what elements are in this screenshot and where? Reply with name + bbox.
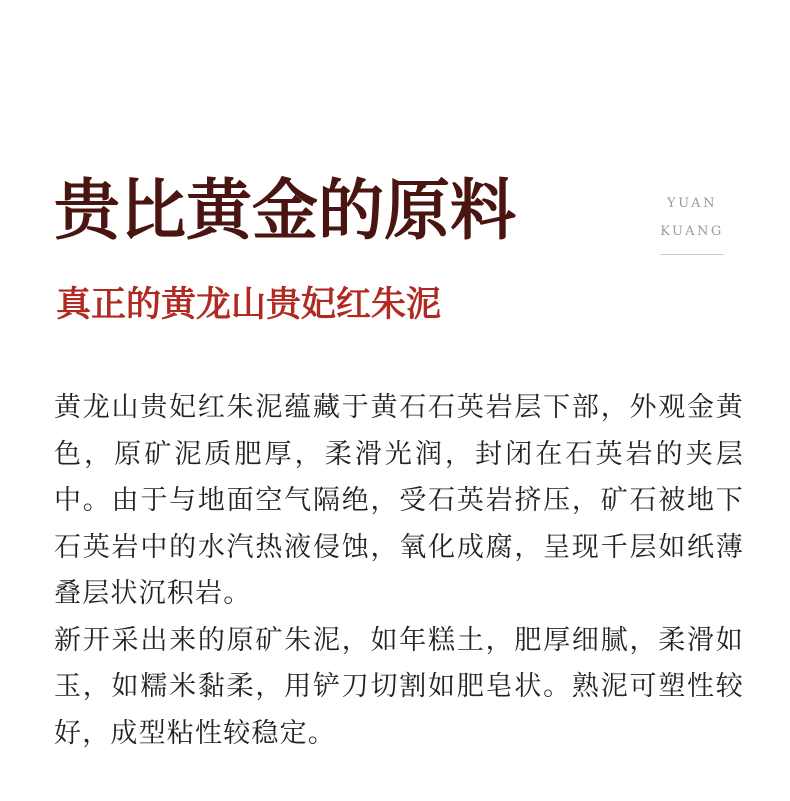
side-tag-line-2: KUANG: [660, 224, 724, 239]
body-text: [54, 385, 744, 757]
page-title: 贵比黄金的原料: [54, 171, 516, 249]
body-paragraph-2: 新开采出来的原矿朱泥，如年糕土，肥厚细腻，柔滑如玉，如糯米黏柔，用铲刀切割如肥皂状。熟泥可塑性较好，成型粘性较稳定。: [54, 624, 744, 749]
body-paragraph-1: 黄龙山贵妃红朱泥蕴藏于黄石石英岩层下部，外观金黄色，原矿泥质肥厚，柔滑光润，封闭在石英岩的夹层中。由于与地面空气隔绝，受石英岩挤压，矿石被地下石英岩中的水汽热液侵蚀，氧化成腐，呈现千层如纸薄叠层状沉积岩。: [54, 392, 744, 609]
page-subtitle: 真正的黄龙山贵妃红朱泥: [56, 284, 442, 325]
side-tag: [660, 190, 724, 255]
side-tag-divider: [660, 254, 724, 255]
side-tag-line-1: YUAN: [667, 196, 717, 211]
